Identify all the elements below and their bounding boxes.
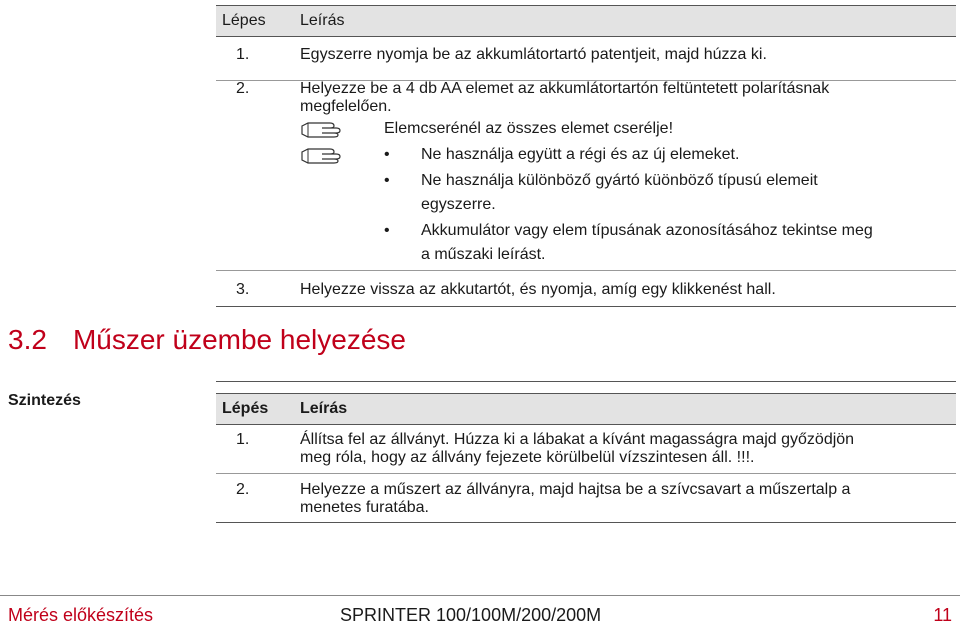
header-description: Leírás: [300, 400, 348, 417]
step-line: Állítsa fel az állványt. Húzza ki a lábakat a kívánt magasságra majd győzödjön: [300, 431, 855, 448]
setup-table-header: [216, 393, 956, 425]
table-divider: [216, 270, 956, 271]
bullet-text: [421, 222, 873, 264]
pointing-hand-icon: [300, 146, 348, 166]
bullet-line: Ne használja különböző gyártó küönböző típusú elemeit: [421, 172, 818, 189]
bullet-line: egyszerre.: [421, 196, 496, 213]
bullet-marker: •: [384, 222, 390, 239]
step-number: 2.: [236, 481, 250, 498]
step-number: 1.: [236, 46, 250, 63]
footer-page-number: 11: [933, 605, 952, 625]
header-description: Leírás: [300, 12, 345, 29]
step-text: [288, 481, 956, 517]
table-top-rule: [216, 381, 956, 382]
step-text: Egyszerre nyomja be az akkumlátortartó patentjeit, majd húzza ki.: [300, 46, 767, 63]
step-number: 2.: [236, 80, 250, 97]
step-line: megfelelően.: [300, 98, 392, 115]
table-row: [216, 481, 956, 517]
footer-product: SPRINTER 100/100M/200/200M: [340, 605, 602, 625]
step-line: menetes furatába.: [300, 499, 429, 516]
table-row: [216, 281, 956, 299]
section-heading: [8, 324, 432, 356]
footer-chapter: Mérés előkészítés: [8, 605, 154, 625]
header-step: Lépés: [222, 400, 269, 417]
battery-table-header: [216, 5, 956, 37]
header-step: Lépes: [222, 12, 266, 29]
section-title: Műszer üzembe helyezése: [72, 324, 406, 355]
step-text: [288, 431, 956, 467]
bullet-line: Akkumulátor vagy elem típusának azonosításához tekintse meg: [421, 222, 873, 239]
bullet-line: a műszaki leírást.: [421, 246, 546, 263]
step-text: Helyezze vissza az akkutartót, és nyomja, amíg egy klikkenést hall.: [300, 281, 776, 298]
step-line: Helyezze a műszert az állványra, majd hajtsa be a szívcsavart a műszertalp a: [300, 481, 851, 498]
section-number: 3.2: [8, 324, 47, 355]
bullet-marker: •: [384, 172, 390, 189]
table-bottom-rule: [216, 306, 956, 307]
table-row: [216, 431, 956, 467]
battery-table: [216, 5, 956, 37]
setup-table: [216, 393, 956, 425]
step-line: meg róla, hogy az állvány fejezete körülbelül vízszintesen áll. !!!.: [300, 449, 755, 466]
table-divider: [216, 473, 956, 474]
bullet-marker: •: [384, 146, 390, 163]
table-row: [216, 80, 956, 116]
note-replace-all: Elemcserénél az összes elemet cserélje!: [384, 120, 674, 137]
side-label: Szintezés: [8, 392, 81, 409]
table-bottom-rule: [216, 522, 956, 523]
step-number: 1.: [236, 431, 250, 448]
table-row: [216, 46, 956, 64]
pointing-hand-icon: [300, 120, 348, 140]
bullet-text: Ne használja együtt a régi és az új elemeket.: [421, 146, 740, 163]
step-line: Helyezze be a 4 db AA elemet az akkumlátortartón feltüntetett polarításnak: [300, 80, 830, 97]
bullet-text: [421, 172, 818, 214]
footer-rule: [0, 595, 960, 596]
step-number: 3.: [236, 281, 250, 298]
step-text: [288, 80, 956, 116]
